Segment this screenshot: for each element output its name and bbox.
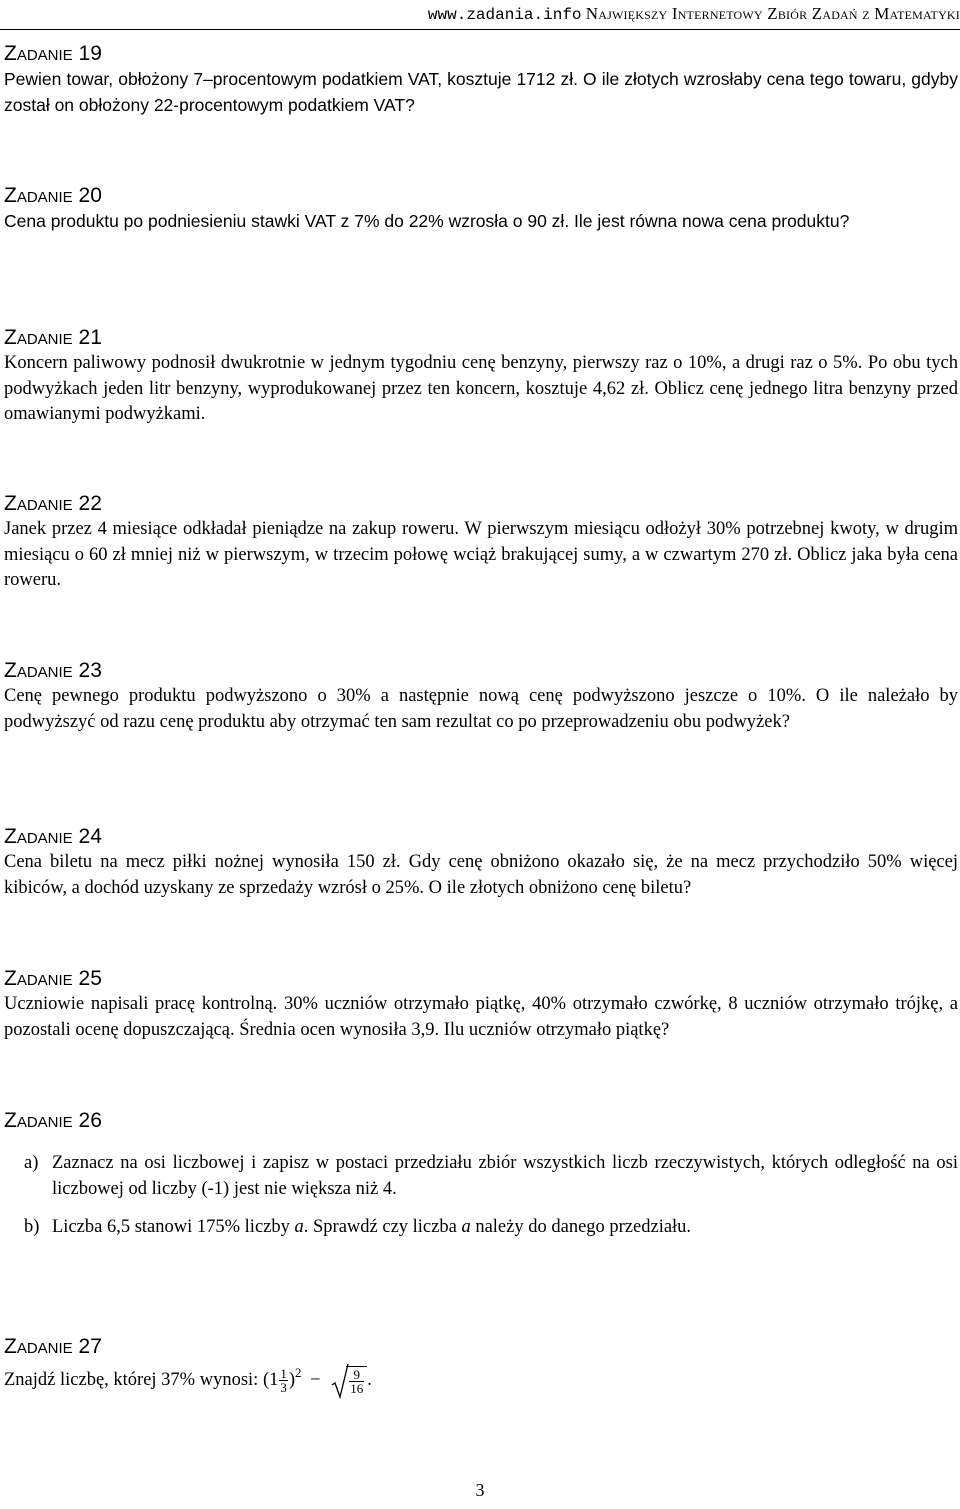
page-number: 3 <box>475 1480 485 1500</box>
subtask-text: . Sprawdź czy liczba <box>303 1217 462 1237</box>
subtask-text: Liczba 6,5 stanowi 175% liczby <box>52 1217 295 1237</box>
formula-close: ) <box>288 1370 296 1390</box>
subtask-text: Zaznacz na osi liczbowej i zapisz w postaci przedziału zbiór wszystkich liczb rzeczywistych, których odległość na osi liczbowej od liczby (-1) jest nie większa niż 4. <box>52 1153 958 1199</box>
math-variable: a <box>294 1217 304 1237</box>
subtask-marker: b) <box>24 1217 40 1237</box>
minus-sign: − <box>310 1370 321 1390</box>
task-title: Zadanie 19 <box>4 42 102 65</box>
task-25 <box>4 967 958 1043</box>
task-title: Zadanie 22 <box>4 492 102 515</box>
task-text: Koncern paliwowy podnosił dwukrotnie w jednym tygodniu cenę benzyny, pierwszy raz o 10%, a drugi raz o 5%. Po obu tych podwyżkach jeden litr benzyny, wyprodukowanej przez ten koncern, kosztuje 4,62 zł. Oblicz cenę jednego litra benzyny przed omawianymi podwyżkami. <box>4 353 958 424</box>
subtask-item <box>4 1215 958 1241</box>
task-text: Pewien towar, obłożony 7–procentowym podatkiem VAT, kosztuje 1712 zł. O ile złotych wzrosłaby cena tego towaru, gdyby został on obłożony 22-procentowym podatkiem VAT? <box>4 69 958 115</box>
fraction-one-third <box>279 1367 288 1394</box>
task-title: Zadanie 24 <box>4 825 102 848</box>
task-text: Cena biletu na mecz piłki nożnej wynosiła 150 zł. Gdy cenę obniżono okazało się, że na mecz przychodziło 50% więcej kibiców, a dochód uzyskany ze sprzedaży wzrósł o 25%. O ile złotych obniżono cenę biletu? <box>4 852 958 898</box>
fraction-numerator: 9 <box>349 1368 364 1382</box>
task-27 <box>4 1335 958 1399</box>
subtask-text: należy do danego przedziału. <box>470 1217 692 1237</box>
task-23 <box>4 659 958 735</box>
exponent: 2 <box>295 1365 302 1380</box>
task-24 <box>4 825 958 901</box>
task-text <box>4 1360 958 1399</box>
task-text: Cenę pewnego produktu podwyższono o 30% a następnie nową cenę podwyższono jeszcze o 10%. O ile należało by podwyższyć od razu cenę produktu aby otrzymać ten sam rezultat co po przeprowadzeniu obu podwyżek? <box>4 686 958 732</box>
task-title: Zadanie 25 <box>4 967 102 990</box>
task-20 <box>4 184 958 235</box>
header-title: Największy Internetowy Zbiór Zadań z Matematyki <box>585 4 960 23</box>
task-title: Zadanie 20 <box>4 184 102 207</box>
fraction-denominator: 16 <box>350 1381 364 1397</box>
fraction-nine-sixteenths <box>349 1368 364 1395</box>
formula-end: . <box>367 1370 372 1390</box>
page-header <box>0 4 960 24</box>
header-rule <box>0 29 960 30</box>
formula-open: (1 <box>262 1370 279 1390</box>
task-22 <box>4 492 958 594</box>
task-text: Uczniowie napisali pracę kontrolną. 30% uczniów otrzymało piątkę, 40% otrzymało czwórkę, 8 uczniów otrzymało trójkę, a pozostali ocenę dopuszczającą. Średnia ocen wynosiła 3,9. Ilu uczniów otrzymało piątkę? <box>4 994 958 1040</box>
subtask-item <box>4 1151 958 1202</box>
task-title: Zadanie 23 <box>4 659 102 682</box>
header-site-url: www.zadania.info <box>427 6 582 24</box>
math-variable: a <box>461 1217 471 1237</box>
fraction-denominator: 3 <box>280 1380 287 1396</box>
square-root <box>331 1363 367 1399</box>
task-text: Cena produktu po podniesieniu stawki VAT z 7% do 22% wzrosła o 90 zł. Ile jest równa nowa cena produktu? <box>4 211 850 231</box>
task-title: Zadanie 26 <box>4 1109 102 1132</box>
task-21 <box>4 326 958 428</box>
task-title: Zadanie 21 <box>4 326 102 349</box>
subtask-marker: a) <box>24 1153 39 1173</box>
fraction-numerator: 1 <box>280 1366 287 1382</box>
task-19 <box>4 42 958 118</box>
math-formula <box>262 1365 372 1397</box>
subtask-list <box>4 1151 958 1241</box>
task-text-lead: Znajdź liczbę, której 37% wynosi: <box>4 1370 259 1390</box>
task-title: Zadanie 27 <box>4 1335 102 1358</box>
task-text: Janek przez 4 miesiące odkładał pieniądze na zakup roweru. W pierwszym miesiącu odłożył 30% potrzebnej kwoty, w drugim miesiącu o 60 zł mniej niż w pierwszym, w trzecim połowę wciąż brakującej sumy, a w czwartym 270 zł. Oblicz jaka była cena roweru. <box>4 519 958 590</box>
radicand <box>346 1366 367 1395</box>
task-26 <box>4 1109 958 1241</box>
